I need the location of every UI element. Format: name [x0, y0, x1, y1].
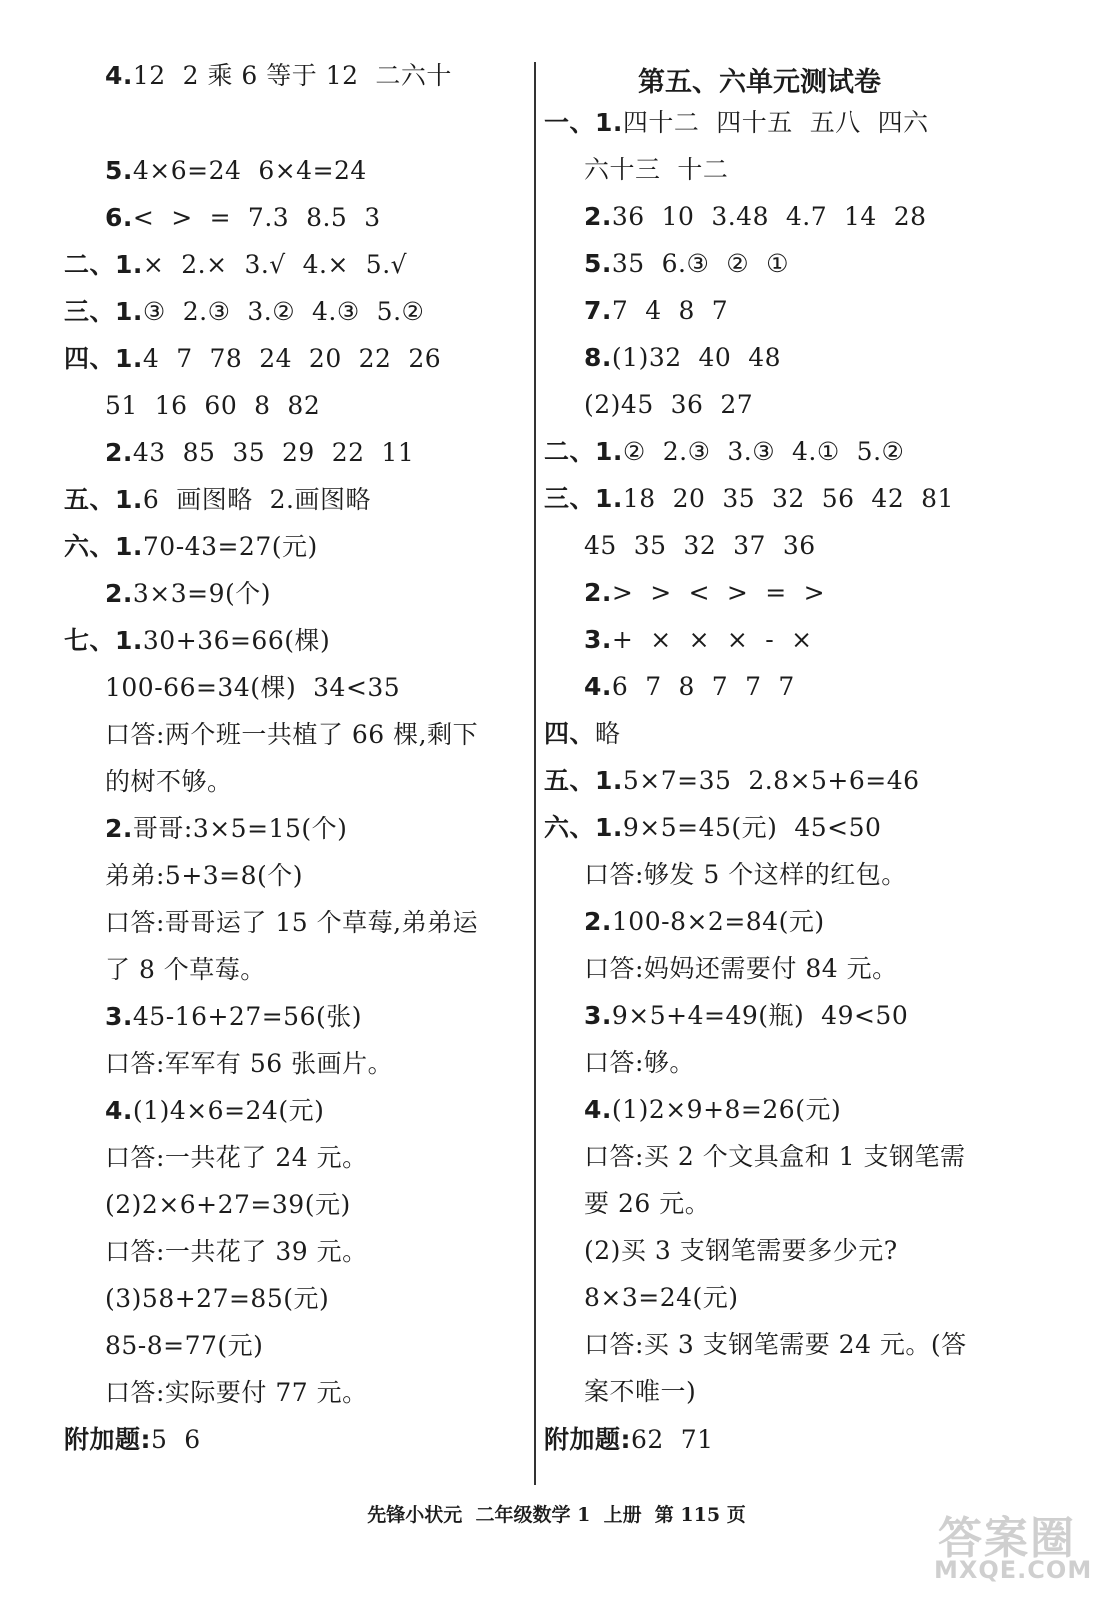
answer-text: 口答:军军有 56 张画片。: [105, 1049, 394, 1078]
answer-text: 3×3=9(个): [132, 579, 272, 608]
question-number: 3.: [584, 625, 612, 654]
answer-text: 70-43=27(元): [142, 532, 318, 561]
answer-line: [105, 720, 478, 750]
answer-line: [544, 484, 954, 514]
answer-text: 口答:买 2 个文具盒和 1 支钢笔需: [584, 1142, 966, 1171]
answer-text: 45 35 32 37 36: [584, 531, 816, 560]
answer-text: 略: [595, 719, 621, 748]
answer-text: 口答:两个班一共植了 66 棵,剩下: [105, 720, 479, 749]
answer-line: [584, 155, 728, 185]
answer-text: (1)2×9+8=26(元): [611, 1095, 842, 1124]
answer-text: ③ 2.③ 3.② 4.③ 5.②: [142, 297, 425, 326]
section-title: 第五、六单元测试卷: [638, 67, 881, 98]
question-number: 四、: [544, 719, 596, 748]
answer-text: 案不唯一): [584, 1377, 697, 1406]
question-number: 附加题:: [544, 1425, 631, 1454]
watermark-url: MXQE.COM: [934, 1556, 1093, 1584]
answer-text: 口答:哥哥运了 15 个草莓,弟弟运: [105, 908, 479, 937]
answer-text: 30+36=66(棵): [142, 626, 331, 655]
answer-text: 8×3=24(元): [584, 1283, 739, 1312]
answer-text: 了 8 个草莓。: [105, 955, 266, 984]
answer-text: 口答:一共花了 39 元。: [105, 1237, 368, 1266]
answer-text: 35 6.③ ② ①: [611, 249, 789, 278]
answer-line: [105, 438, 414, 468]
answer-line: [584, 672, 795, 702]
watermark-logo: [930, 1500, 1100, 1590]
answer-text: 4×6=24 6×4=24: [132, 156, 367, 185]
question-number: 4.: [584, 1095, 612, 1124]
answer-line: [105, 579, 271, 609]
answer-line: [584, 1095, 841, 1125]
question-number: 8.: [584, 343, 612, 372]
answer-line: [105, 861, 303, 891]
answer-line: [584, 578, 825, 608]
answer-line: [105, 955, 266, 985]
answer-text: > > < > = >: [611, 578, 826, 607]
answer-text: 口答:够发 5 个这样的红包。: [584, 860, 907, 889]
answer-line: [105, 814, 347, 844]
answer-line: [584, 1142, 966, 1172]
question-number: 一、1.: [544, 108, 623, 137]
question-number: 2.: [105, 579, 133, 608]
question-number: 4.: [105, 61, 133, 90]
answer-line: [105, 1096, 324, 1126]
answer-line: [584, 1048, 695, 1078]
question-number: 4.: [105, 1096, 133, 1125]
answer-line: [105, 156, 367, 186]
answer-text: 12 2 乘 6 等于 12 二六十: [132, 61, 452, 90]
answer-line: [105, 1190, 351, 1220]
answer-line: [584, 860, 907, 890]
answer-line: [584, 296, 728, 326]
answer-text: 100-66=34(棵) 34<35: [105, 673, 401, 702]
answer-line: [584, 1236, 898, 1266]
answer-text: 的树不够。: [105, 767, 233, 796]
question-number: 三、1.: [64, 297, 143, 326]
question-number: 2.: [584, 578, 612, 607]
answer-line: [544, 1425, 714, 1455]
answer-line: [584, 1377, 696, 1407]
answer-line: [584, 954, 898, 984]
answer-text: (3)58+27=85(元): [105, 1284, 330, 1313]
answer-line: [64, 532, 318, 562]
answer-line: [105, 1049, 393, 1079]
answer-line: [105, 1237, 368, 1267]
answer-text: 18 20 35 32 56 42 81: [622, 484, 954, 513]
answer-line: [584, 1330, 967, 1360]
question-number: 3.: [105, 1002, 133, 1031]
answer-text: 4 7 78 24 20 22 26: [142, 344, 442, 373]
answer-line: [544, 766, 920, 796]
answer-line: [544, 437, 904, 467]
answer-line: [64, 250, 407, 280]
answer-text: 7 4 8 7: [611, 296, 729, 325]
answer-text: 100-8×2=84(元): [611, 907, 825, 936]
question-number: 六、1.: [64, 532, 143, 561]
question-number: 四、1.: [64, 344, 143, 373]
answer-line: [584, 343, 781, 373]
answer-line: [64, 344, 441, 374]
answer-line: [105, 767, 233, 797]
answer-line: [105, 1002, 362, 1032]
answer-line: [105, 61, 452, 91]
answer-text: 45-16+27=56(张): [132, 1002, 363, 1031]
answer-text: 口答:妈妈还需要付 84 元。: [584, 954, 898, 983]
watermark-text: 答案圈: [938, 1513, 1076, 1564]
page-footer: 先锋小状元 二年级数学 1 上册 第 115 页: [367, 1504, 746, 1526]
answer-text: 5×7=35 2.8×5+6=46: [622, 766, 920, 795]
answer-line: [584, 390, 753, 420]
answer-text: 弟弟:5+3=8(个): [105, 861, 304, 890]
column-divider: [534, 62, 536, 1485]
answer-line: [105, 1378, 368, 1408]
answer-text: 要 26 元。: [584, 1189, 711, 1218]
question-number: 7.: [584, 296, 612, 325]
answer-line: [105, 1143, 368, 1173]
question-number: 六、1.: [544, 813, 623, 842]
answer-text: ② 2.③ 3.③ 4.① 5.②: [622, 437, 905, 466]
answer-text: (2)2×6+27=39(元): [105, 1190, 351, 1219]
answer-line: [105, 1331, 263, 1361]
question-number: 三、1.: [544, 484, 623, 513]
answer-line: [105, 673, 400, 703]
answer-line: [584, 907, 825, 937]
answer-text: 36 10 3.48 4.7 14 28: [611, 202, 927, 231]
question-number: 5.: [584, 249, 612, 278]
answer-text: 62 71: [631, 1425, 714, 1454]
answer-text: 85-8=77(元): [105, 1331, 264, 1360]
answer-text: 口答:够。: [584, 1048, 695, 1077]
answer-text: (2)买 3 支钢笔需要多少元?: [584, 1236, 898, 1265]
question-number: 5.: [105, 156, 133, 185]
answer-text: 43 85 35 29 22 11: [132, 438, 415, 467]
answer-line: [64, 1425, 201, 1455]
question-number: 附加题:: [64, 1425, 151, 1454]
answer-text: 9×5+4=49(瓶) 49<50: [611, 1001, 909, 1030]
answer-line: [105, 203, 381, 233]
question-number: 2.: [105, 814, 133, 843]
answer-line: [584, 1283, 739, 1313]
answer-line: [544, 108, 929, 138]
answer-text: 口答:一共花了 24 元。: [105, 1143, 368, 1172]
answer-text: × 2.× 3.√ 4.× 5.√: [142, 250, 408, 279]
question-number: 2.: [584, 202, 612, 231]
question-number: 二、1.: [544, 437, 623, 466]
answer-text: 六十三 十二: [584, 155, 729, 184]
answer-line: [584, 249, 789, 279]
answer-line: [105, 1284, 329, 1314]
answer-line: [584, 1001, 908, 1031]
answer-line: [584, 1189, 710, 1219]
answer-line: [105, 391, 320, 421]
question-number: 五、1.: [64, 485, 143, 514]
answer-line: [544, 719, 621, 749]
question-number: 二、1.: [64, 250, 143, 279]
question-number: 6.: [105, 203, 133, 232]
answer-text: 51 16 60 8 82: [105, 391, 321, 420]
answer-text: 6 画图略 2.画图略: [142, 485, 371, 514]
answer-line: [64, 297, 424, 327]
answer-line: [544, 813, 881, 843]
answer-text: < > = 7.3 8.5 3: [132, 203, 381, 232]
answer-line: [584, 202, 927, 232]
answer-text: 6 7 8 7 7 7: [611, 672, 795, 701]
question-number: 七、1.: [64, 626, 143, 655]
answer-text: 口答:实际要付 77 元。: [105, 1378, 368, 1407]
question-number: 2.: [584, 907, 612, 936]
answer-text: 9×5=45(元) 45<50: [622, 813, 882, 842]
answer-text: (1)32 40 48: [611, 343, 782, 372]
answer-line: [584, 531, 816, 561]
question-number: 2.: [105, 438, 133, 467]
answer-line: [584, 625, 813, 655]
question-number: 4.: [584, 672, 612, 701]
answer-text: + × × × - ×: [611, 625, 813, 654]
question-number: 3.: [584, 1001, 612, 1030]
answer-text: 口答:买 3 支钢笔需要 24 元。(答: [584, 1330, 967, 1359]
answer-line: [105, 908, 478, 938]
answer-text: 5 6: [151, 1425, 201, 1454]
answer-text: (2)45 36 27: [584, 390, 754, 419]
answer-line: [64, 485, 371, 515]
question-number: 五、1.: [544, 766, 623, 795]
answer-text: (1)4×6=24(元): [132, 1096, 325, 1125]
answer-text: 哥哥:3×5=15(个): [132, 814, 348, 843]
answer-text: 四十二 四十五 五八 四六: [622, 108, 929, 137]
answer-line: [64, 626, 330, 656]
